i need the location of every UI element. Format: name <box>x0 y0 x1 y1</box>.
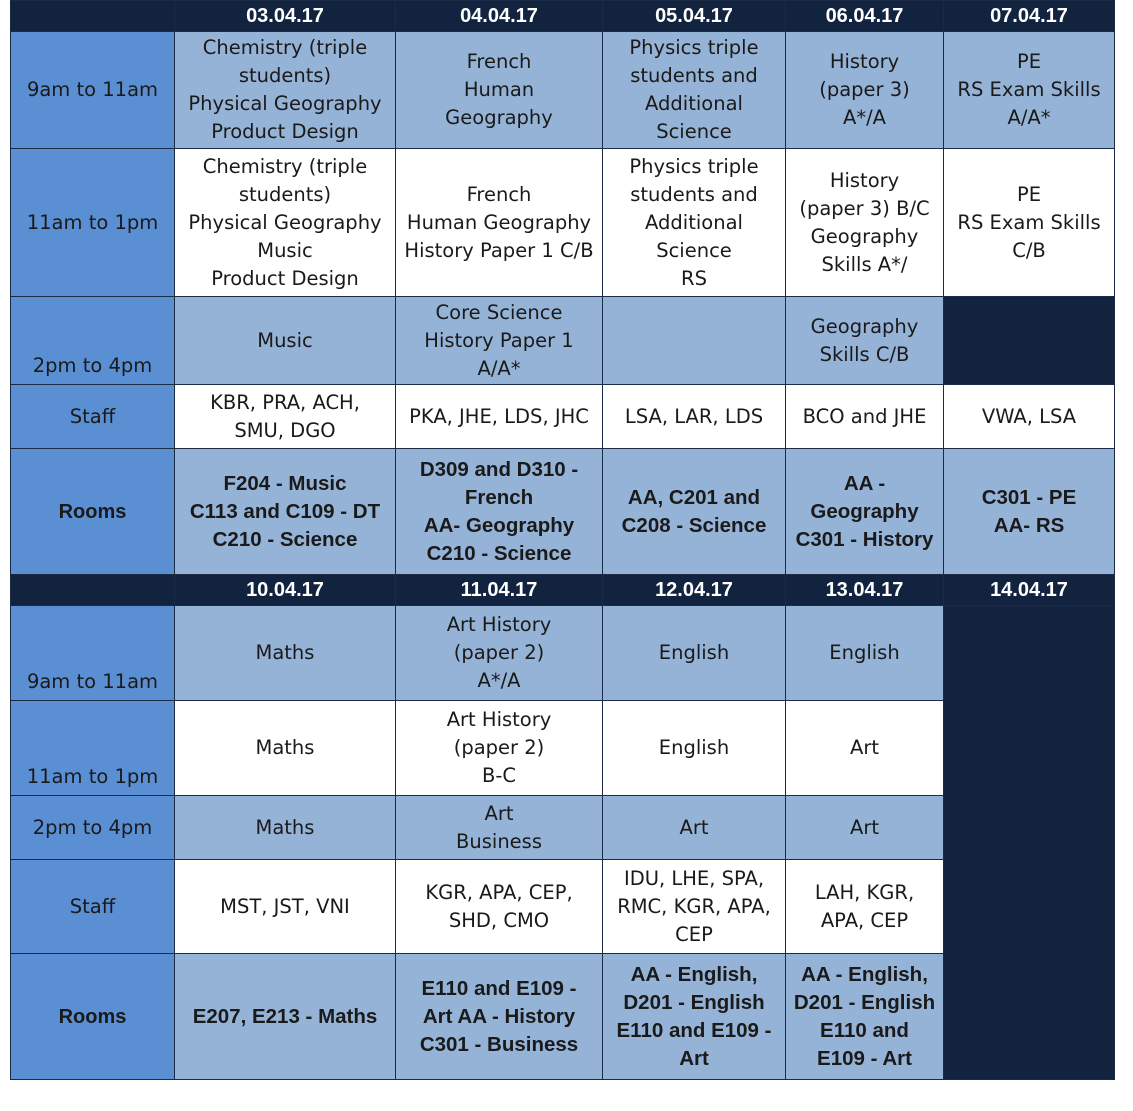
staff-cell: KBR, PRA, ACH, SMU, DGO <box>175 385 396 449</box>
week1-row-9am <box>11 32 1115 149</box>
row-label: Rooms <box>11 954 175 1080</box>
exam-cell: Maths <box>175 796 396 860</box>
rooms-cell: AA - Geography C301 - History <box>786 449 944 575</box>
date-header: 10.04.17 <box>175 575 396 606</box>
week1-row-staff <box>11 385 1115 449</box>
staff-cell: PKA, JHE, LDS, JHC <box>396 385 603 449</box>
exam-cell: French Human Geography <box>396 32 603 149</box>
week2-row-9am <box>11 606 1115 701</box>
exam-cell: Physics triple students and Additional Science RS <box>603 149 786 297</box>
staff-cell: LAH, KGR, APA, CEP <box>786 860 944 954</box>
date-header: 14.04.17 <box>944 575 1115 606</box>
exam-timetable <box>10 0 1115 1080</box>
rooms-cell: AA - English, D201 - English E110 and E109 - Art <box>603 954 786 1080</box>
row-label: Staff <box>11 860 175 954</box>
date-header: 06.04.17 <box>786 1 944 32</box>
rooms-cell: AA, C201 and C208 - Science <box>603 449 786 575</box>
row-label: 11am to 1pm <box>11 149 175 297</box>
exam-cell: Maths <box>175 606 396 701</box>
date-header: 04.04.17 <box>396 1 603 32</box>
row-label: 11am to 1pm <box>11 701 175 796</box>
blocked-cell <box>944 297 1115 385</box>
week1-header-row <box>11 1 1115 32</box>
exam-cell <box>603 297 786 385</box>
staff-cell: BCO and JHE <box>786 385 944 449</box>
rooms-cell: D309 and D310 - French AA- Geography C210 - Science <box>396 449 603 575</box>
corner-cell <box>11 1 175 32</box>
exam-cell: Chemistry (triple students) Physical Geography Product Design <box>175 32 396 149</box>
corner-cell <box>11 575 175 606</box>
exam-cell: PE RS Exam Skills C/B <box>944 149 1115 297</box>
row-label: Rooms <box>11 449 175 575</box>
exam-cell: Art History (paper 2) A*/A <box>396 606 603 701</box>
row-label: 9am to 11am <box>11 606 175 701</box>
row-label: Staff <box>11 385 175 449</box>
row-label: 2pm to 4pm <box>11 297 175 385</box>
date-header: 11.04.17 <box>396 575 603 606</box>
staff-cell: LSA, LAR, LDS <box>603 385 786 449</box>
exam-cell: PE RS Exam Skills A/A* <box>944 32 1115 149</box>
row-label: 2pm to 4pm <box>11 796 175 860</box>
exam-cell: Art Business <box>396 796 603 860</box>
week2-header-row <box>11 575 1115 606</box>
date-header: 13.04.17 <box>786 575 944 606</box>
staff-cell: KGR, APA, CEP, SHD, CMO <box>396 860 603 954</box>
date-header: 03.04.17 <box>175 1 396 32</box>
rooms-cell: E207, E213 - Maths <box>175 954 396 1080</box>
staff-cell: MST, JST, VNI <box>175 860 396 954</box>
exam-cell: Art <box>603 796 786 860</box>
exam-cell: English <box>786 606 944 701</box>
exam-cell: Maths <box>175 701 396 796</box>
rooms-cell: AA - English, D201 - English E110 and E109 - Art <box>786 954 944 1080</box>
date-header: 12.04.17 <box>603 575 786 606</box>
exam-cell: Geography Skills C/B <box>786 297 944 385</box>
exam-cell: Art <box>786 701 944 796</box>
exam-cell: Physics triple students and Additional Science <box>603 32 786 149</box>
exam-cell: Chemistry (triple students) Physical Geography Music Product Design <box>175 149 396 297</box>
exam-cell: Art History (paper 2) B-C <box>396 701 603 796</box>
exam-cell: Music <box>175 297 396 385</box>
week1-row-11am <box>11 149 1115 297</box>
staff-cell: VWA, LSA <box>944 385 1115 449</box>
exam-cell: English <box>603 701 786 796</box>
date-header: 07.04.17 <box>944 1 1115 32</box>
row-label: 9am to 11am <box>11 32 175 149</box>
exam-cell: History (paper 3) A*/A <box>786 32 944 149</box>
exam-cell: French Human Geography History Paper 1 C/B <box>396 149 603 297</box>
exam-cell: Art <box>786 796 944 860</box>
rooms-cell: C301 - PE AA- RS <box>944 449 1115 575</box>
staff-cell: IDU, LHE, SPA, RMC, KGR, APA, CEP <box>603 860 786 954</box>
exam-cell: English <box>603 606 786 701</box>
date-header: 05.04.17 <box>603 1 786 32</box>
exam-cell: Core Science History Paper 1 A/A* <box>396 297 603 385</box>
week1-row-2pm <box>11 297 1115 385</box>
exam-cell: History (paper 3) B/C Geography Skills A*/ <box>786 149 944 297</box>
rooms-cell: E110 and E109 - Art AA - History C301 - Business <box>396 954 603 1080</box>
week1-row-rooms <box>11 449 1115 575</box>
rooms-cell: F204 - Music C113 and C109 - DT C210 - Science <box>175 449 396 575</box>
blocked-day-column <box>944 606 1115 1080</box>
